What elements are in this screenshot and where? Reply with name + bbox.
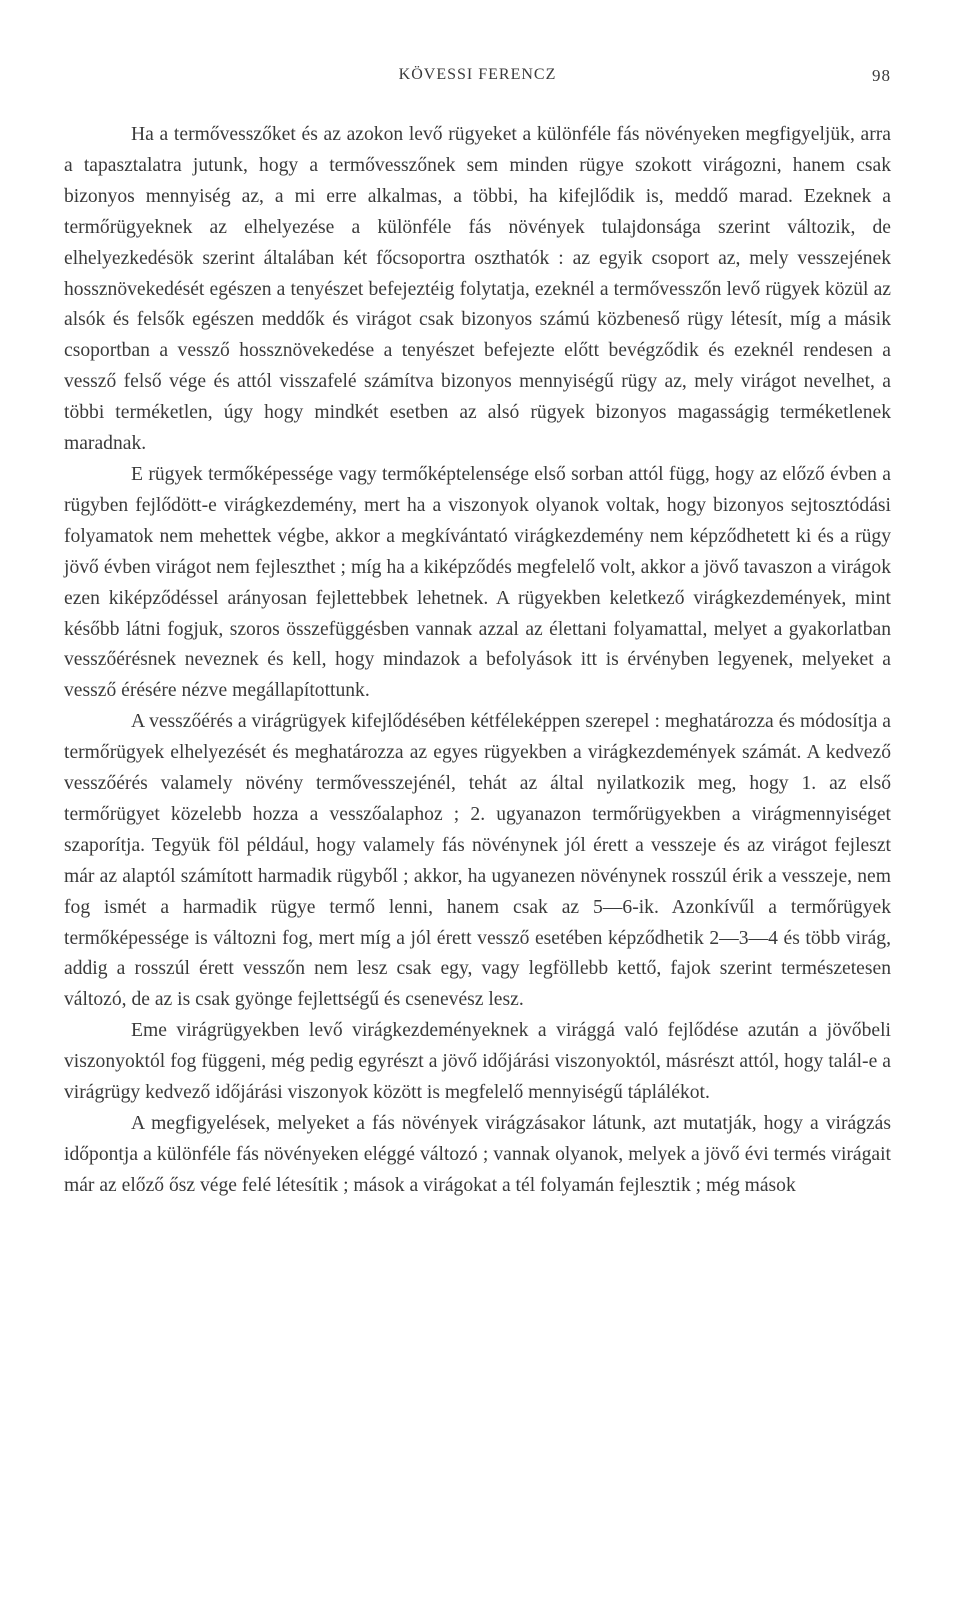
page-header <box>64 66 891 90</box>
paragraph-4: Eme virágrügyekben levő virágkezdeményeknek a virággá való fejlődése azután a jövőbeli viszonyoktól fog függeni, még pedig egyrészt a jövő időjárási viszonyoktól, másrészt attól, hogy talál-e a virágrügy kedvező időjárási viszonyok között is megfelelő mennyiségű táplálékot. <box>64 1020 891 1104</box>
body-text <box>64 120 891 1202</box>
paragraph-1: Ha a termővesszőket és az azokon levő rügyeket a különféle fás növényeken megfigyeljük, arra a tapasztalatra jutunk, hogy a termővesszőnek sem minden rügye szokott virágozni, hanem csak bizonyos mennyiség az, a mi erre alkalmas, a többi, ha kifejlődik is, meddő marad. Ezeknek a termőrügyeknek az elhelyezése a különféle fás növények tulajdonsága szerint változik, de elhelyezkedésök szerint általában két főcsoportra oszthatók : az egyik csoport az, mely vesszejének hossznövekedését egészen a tenyészet befejeztéig folytatja, ezeknél a termővesszőn levő rügyek közül az alsók és felsők egészen meddők és virágot csak bizonyos számú közbeneső rügy létesít, míg a másik csoportban a vessző hossznövekedése a tenyészet befejezte előtt bevégződik és ezeknél rendesen a vessző felső vége és attól visszafelé számítva bizonyos mennyiségű rügy az, mely virágot nevelhet, a többi terméketlen, úgy hogy mindkét esetben az alsó rügyek bizonyos magasságig terméketlenek maradnak. <box>64 124 891 455</box>
page-number: 98 <box>872 66 891 85</box>
paragraph-5: A megfigyelések, melyeket a fás növények virágzásakor látunk, azt mutatják, hogy a virágzás időpontja a különféle fás növényeken eléggé változó ; vannak olyanok, melyek a jövő évi termés virágait már az előző ősz vége felé létesítik ; mások a virágokat a tél folyamán fejlesztik ; még mások <box>64 1113 891 1196</box>
paragraph-3: A vesszőérés a virágrügyek kifejlődésében kétféleképpen szerepel : meghatározza és módosítja a termőrügyek elhelyezését és meghatározza az egyes rügyekben a virágkezdemények számát. A kedvező vesszőérés valamely növény termővesszejénél, tehát az által nyilatkozik meg, hogy 1. az első termőrügyet közelebb hozza a vesszőalaphoz ; 2. ugyanazon termőrügyekben a virágmennyiséget szaporítja. Tegyük föl például, hogy valamely fás növénynek jól érett a vesszeje és az virágot fejleszt már az alaptól számított harmadik rügyből ; akkor, ha ugyanezen növénynek rosszúl érik a vesszeje, nem fog ismét a harmadik rügye termő lenni, hanem csak az 5—6-ik. Azonkívűl a termőrügyek termőképessége is változni fog, mert míg a jól érett vessző esetében képződhetik 2—3—4 és több virág, addig a rosszúl érett vesszőn nem lesz csak egy, vagy legföllebb kettő, fajok szerint természetesen változó, de az is csak gyönge fejlettségű és csenevész lesz. <box>64 711 891 1011</box>
paragraph-2: E rügyek termőképessége vagy termőképtelensége első sorban attól függ, hogy az előző évben a rügyben fejlődött-e virágkezdemény, mert ha a viszonyok olyanok voltak, hogy bizonyos sejtosztódási folyamatok nem mehettek végbe, akkor a megkívántató virágkezdemény nem képződhetett ki és a rügy jövő évben virágot nem fejleszthet ; míg ha a kiképződés megfelelő volt, akkor a jövő tavaszon a virágok ezen kiképződéssel arányosan fejlettebbek lehetnek. A rügyekben keletkező virágkezdemények, mint később látni fogjuk, szoros összefüggésben vannak azzal az élettani folyamattal, melyet a gyakorlatban vesszőérésnek neveznek és kell, hogy mindazok a befolyások itt is érvényben legyenek, melyeket a vessző érésére nézve megállapítottunk. <box>64 463 891 702</box>
running-title: KÖVESSI FERENCZ <box>398 66 557 83</box>
